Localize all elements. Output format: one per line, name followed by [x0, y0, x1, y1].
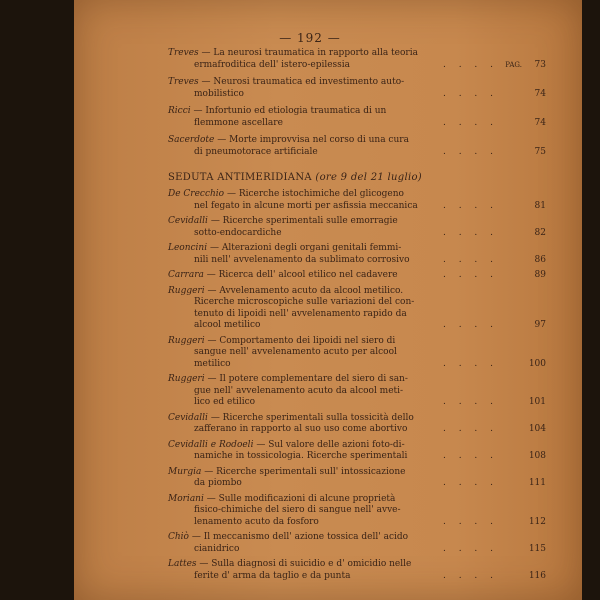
entry-line: [168, 336, 546, 348]
entry-author: Treves: [168, 77, 199, 87]
entry-line: [168, 413, 546, 425]
entry-text: sangue nell' avvelenamento acuto per alcool: [194, 347, 397, 357]
entry-line: [168, 478, 546, 490]
entry-line: [168, 270, 546, 282]
entry-text: — Ricerche istochimiche del glicogeno: [226, 189, 404, 199]
entry-text: — Infortunio ed etiologia traumatica di un: [193, 106, 387, 116]
entry-line: [168, 451, 546, 463]
leader-dots: . . . .: [442, 516, 498, 527]
entry-line: [168, 397, 546, 409]
leader-dots: . . . .: [442, 358, 498, 369]
entry-author: Murgia: [168, 466, 202, 477]
leader-dots: . . . .: [442, 320, 498, 330]
entry-author: Cevidalli: [168, 412, 208, 423]
toc-entry: [168, 189, 546, 212]
entry-author: De Crecchio: [168, 189, 225, 199]
entry-line: [168, 286, 546, 298]
entry-line: [168, 297, 546, 309]
entry-author: Leoncini: [168, 243, 208, 253]
entry-page: 111: [528, 478, 546, 488]
leader-dots: . . . .: [442, 146, 498, 157]
entry-author: Cevidalli: [168, 216, 208, 226]
toc-entry: [168, 77, 546, 100]
toc-entry: [168, 374, 546, 409]
entry-author: Treves: [168, 48, 199, 58]
entry-text: — Ricerche sperimentali sull' intossicazione: [204, 466, 406, 477]
book-page: [74, 0, 582, 600]
entry-text: nel fegato in alcune morti per asfissia meccanica: [194, 200, 418, 211]
entry-page: 73: [534, 59, 546, 70]
leader-dots: . . . .: [442, 59, 498, 70]
entry-line: [168, 505, 546, 517]
toc-entry: [168, 559, 546, 582]
leader-dots: . . . .: [442, 543, 498, 554]
toc-entry: [168, 106, 546, 129]
entry-text: lenamento acuto da fosforo: [194, 516, 319, 527]
entry-line: [168, 89, 546, 101]
entry-text: — Comportamento dei lipoidi nel siero di: [207, 335, 396, 346]
entry-line: [168, 559, 546, 571]
entry-text: — Il potere complementare del siero di san-: [207, 374, 408, 384]
entry-line: [168, 77, 546, 89]
leader-dots: . . . .: [442, 200, 498, 211]
entry-line: [168, 106, 546, 118]
entry-text: sotto-endocardiche: [194, 227, 282, 238]
section-subtitle: (ore 9 del 21 luglio): [315, 172, 422, 183]
leader-dots: . . . .: [442, 88, 498, 99]
entry-text: — Avvelenamento acuto da alcool metilico.: [207, 285, 404, 296]
toc-entry: [168, 467, 546, 490]
entry-line: [168, 386, 546, 398]
entry-text: metilico: [194, 358, 231, 369]
entry-author: Ricci: [168, 106, 191, 116]
entry-line: [168, 424, 546, 436]
entry-author: Chiò: [168, 532, 189, 542]
entry-line: [168, 48, 546, 60]
entry-text: ermafroditica dell' istero-epilessia: [194, 59, 351, 70]
entry-text: di pneumotorace artificiale: [194, 146, 318, 157]
entry-line: [168, 517, 546, 529]
entry-line: [168, 118, 546, 130]
toc-entry: [168, 440, 546, 463]
entry-page: 89: [534, 270, 546, 280]
toc-entry: [168, 270, 546, 282]
leader-dots: . . . .: [442, 227, 498, 238]
entry-text: — Ricerca dell' alcool etilico nel cadavere: [206, 270, 398, 280]
toc-entry: [168, 532, 546, 555]
entry-page: 115: [528, 543, 546, 554]
entry-page: 74: [534, 88, 546, 99]
entry-line: [168, 544, 546, 556]
entry-text: nili nell' avvelenamento da sublimato corrosivo: [194, 254, 410, 265]
entry-line: [168, 60, 546, 72]
entry-page: 86: [534, 254, 546, 265]
entry-line: [168, 201, 546, 213]
entry-text: — Sul valore delle azioni foto-di-: [256, 439, 405, 450]
section-heading: [168, 172, 546, 183]
entry-page: 82: [534, 227, 546, 238]
entry-page: 104: [528, 424, 546, 434]
entry-author: Ruggeri: [168, 374, 205, 384]
toc-entry: [168, 494, 546, 529]
entry-text: mobilistico: [194, 88, 244, 99]
toc-entry: [168, 413, 546, 436]
toc-entry: [168, 336, 546, 371]
entry-author: Ruggeri: [168, 335, 205, 346]
entry-line: [168, 467, 546, 479]
entry-line: [168, 440, 546, 452]
entry-line: [168, 494, 546, 506]
entry-author: Cevidalli e Rodoeli: [168, 439, 254, 450]
toc-entry: [168, 216, 546, 239]
toc-entry: [168, 243, 546, 266]
entry-text: — Ricerche sperimentali sulle emorragie: [210, 216, 398, 226]
entry-page: 81: [534, 200, 546, 211]
leader-dots: . . . .: [442, 254, 498, 265]
entry-text: fisico-chimiche del siero di sangue nell' avve-: [194, 505, 401, 515]
entry-author: Ruggeri: [168, 285, 205, 296]
entry-text: cianidrico: [194, 543, 240, 554]
entry-text: alcool metilico: [194, 320, 261, 330]
entry-page: 108: [528, 451, 546, 461]
entry-line: [168, 189, 546, 201]
leader-dots: . . . .: [442, 451, 498, 461]
pag-label: PAG.: [505, 60, 522, 69]
toc-entry: [168, 286, 546, 332]
leader-dots: . . . .: [442, 424, 498, 434]
table-of-contents: [168, 48, 546, 582]
entry-line: [168, 228, 546, 240]
entry-line: [168, 359, 546, 371]
entries-bottom: [168, 189, 546, 582]
leader-dots: . . . .: [442, 270, 498, 280]
leader-dots: . . . .: [442, 570, 498, 581]
entry-text: gue nell' avvelenamento acuto da alcool meti-: [194, 385, 404, 396]
leader-dots: . . . .: [442, 117, 498, 128]
entries-top: [168, 48, 546, 158]
entry-text: — Il meccanismo dell' azione tossica dell' acido: [191, 532, 409, 542]
toc-entry: [168, 135, 546, 158]
entry-author: Lattes: [168, 559, 197, 569]
entry-line: [168, 374, 546, 386]
entry-text: — Sulla diagnosi di suicidio e d' omicidio nelle: [199, 559, 412, 569]
entry-line: [168, 320, 546, 332]
entry-text: — Sulle modificazioni di alcune proprietà: [206, 493, 396, 504]
entry-author: Sacerdote: [168, 135, 215, 145]
entry-line: [168, 243, 546, 255]
entry-text: zafferano in rapporto al suo uso come abortivo: [194, 424, 408, 434]
entry-page: 100: [528, 358, 546, 369]
entry-line: [168, 571, 546, 583]
entry-text: tenuto di lipoidi nell' avvelenamento rapido da: [194, 308, 407, 319]
entry-line: [168, 255, 546, 267]
entry-page: 116: [528, 570, 546, 581]
entry-author: Moriani: [168, 493, 204, 504]
entry-text: — La neurosi traumatica in rapporto alla teoria: [201, 48, 418, 58]
entry-text: lico ed etilico: [194, 397, 256, 407]
page-number: — 192 —: [279, 31, 341, 45]
entry-text: — Ricerche sperimentali sulla tossicità dello: [210, 412, 414, 423]
toc-entry: [168, 48, 546, 71]
entry-page: 75: [534, 146, 546, 157]
section-title: SEDUTA ANTIMERIDIANA: [168, 172, 312, 183]
entry-text: Ricerche microscopiche sulle variazioni del con-: [194, 297, 415, 307]
entry-line: [168, 147, 546, 159]
leader-dots: . . . .: [442, 478, 498, 488]
entry-text: da piombo: [194, 478, 242, 488]
entry-line: [168, 532, 546, 544]
entry-page: 97: [534, 320, 546, 330]
entry-text: flemmone ascellare: [194, 117, 283, 128]
entry-text: — Neurosi traumatica ed investimento auto-: [201, 77, 405, 87]
entry-author: Carrara: [168, 270, 204, 280]
leader-dots: . . . .: [442, 397, 498, 407]
entry-text: namiche in tossicologia. Ricerche sperimentali: [194, 451, 408, 461]
entry-line: [168, 216, 546, 228]
entry-line: [168, 309, 546, 321]
entry-line: [168, 135, 546, 147]
entry-page: 74: [534, 117, 546, 128]
entry-page: 112: [528, 516, 546, 527]
entry-page: 101: [528, 397, 546, 407]
entry-line: [168, 347, 546, 359]
entry-text: — Alterazioni degli organi genitali femmi-: [210, 243, 402, 253]
entry-text: ferite d' arma da taglio e da punta: [194, 570, 351, 581]
entry-text: — Morte improvvisa nel corso di una cura: [217, 135, 409, 145]
